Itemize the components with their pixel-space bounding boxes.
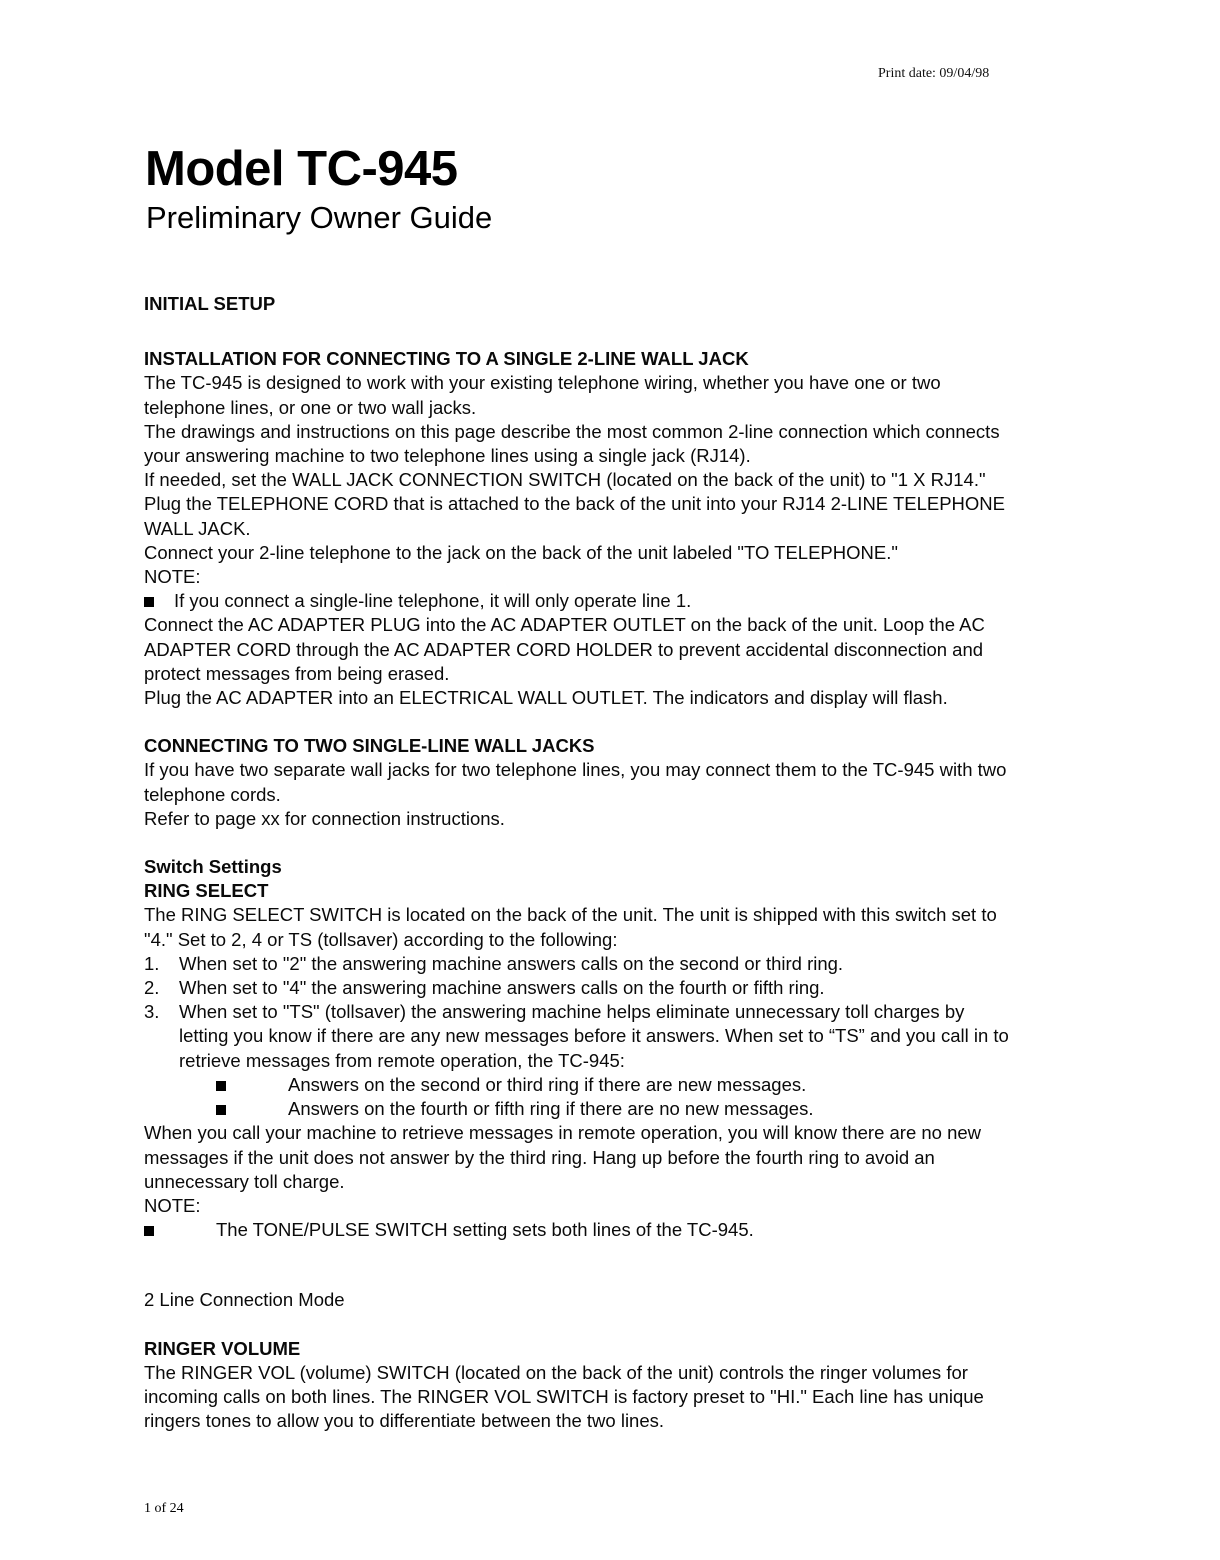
paragraph-line: The RING SELECT SWITCH is located on the back of the unit. The unit is shipped with this switch set to — [144, 904, 997, 926]
square-bullet-icon — [144, 597, 154, 607]
sub-bullet — [144, 1073, 1084, 1097]
document-body — [144, 292, 1084, 1433]
paragraph-line: Connect the AC ADAPTER PLUG into the AC ADAPTER OUTLET on the back of the unit. Loop the AC — [144, 614, 985, 636]
numbered-item — [144, 976, 1084, 1000]
note-bullet-text: If you connect a single-line telephone, it will only operate line 1. — [174, 590, 692, 612]
ring-select-heading: RING SELECT — [144, 880, 269, 902]
square-bullet-icon — [144, 1226, 154, 1236]
item-text-line: When set to "TS" (tollsaver) the answering machine helps eliminate unnecessary toll charges by — [179, 1001, 965, 1023]
note-bullet — [144, 589, 1084, 613]
sub-bullet — [144, 1097, 1084, 1121]
paragraph-line: unnecessary toll charge. — [144, 1170, 345, 1192]
paragraph-line: If needed, set the WALL JACK CONNECTION SWITCH (located on the back of the unit) to "1 X RJ14." — [144, 469, 986, 491]
paragraph-line: The RINGER VOL (volume) SWITCH (located on the back of the unit) controls the ringer volumes for — [144, 1361, 968, 1383]
paragraph-line: ringers tones to allow you to differentiate between the two lines. — [144, 1410, 665, 1432]
paragraph-line: When you call your machine to retrieve messages in remote operation, you will know there are no new — [144, 1122, 982, 1144]
paragraph-line: ADAPTER CORD through the AC ADAPTER CORD HOLDER to prevent accidental disconnection and — [144, 638, 984, 660]
paragraph-line: The TC-945 is designed to work with your existing telephone wiring, whether you have one or two — [144, 372, 941, 394]
paragraph-line: your answering machine to two telephone lines using a single jack (RJ14). — [144, 445, 751, 467]
note-label: NOTE: — [144, 1194, 201, 1216]
numbered-item — [144, 952, 1084, 976]
note-label: NOTE: — [144, 566, 201, 588]
paragraph-line: Plug the AC ADAPTER into an ELECTRICAL WALL OUTLET. The indicators and display will flash. — [144, 687, 948, 709]
item-number: 3. — [144, 1001, 160, 1023]
paragraph-line: protect messages from being erased. — [144, 662, 450, 684]
paragraph-line: Refer to page xx for connection instructions. — [144, 807, 505, 829]
numbered-item — [144, 1000, 1084, 1073]
paragraph-line: "4." Set to 2, 4 or TS (tollsaver) according to the following: — [144, 928, 618, 950]
item-number: 2. — [144, 977, 160, 999]
document-title: Model TC-945 — [145, 142, 458, 196]
note-bullet — [144, 1218, 1084, 1242]
sub-bullet-text: Answers on the fourth or fifth ring if there are no new messages. — [288, 1098, 814, 1120]
sub-bullet-text: Answers on the second or third ring if there are new messages. — [288, 1073, 807, 1095]
document-subtitle: Preliminary Owner Guide — [146, 200, 493, 235]
two-jacks-heading: CONNECTING TO TWO SINGLE-LINE WALL JACKS — [144, 735, 595, 757]
note-bullet-text: The TONE/PULSE SWITCH setting sets both lines of the TC-945. — [216, 1219, 754, 1241]
connection-mode-label: 2 Line Connection Mode — [144, 1289, 345, 1311]
item-number: 1. — [144, 952, 160, 974]
item-text: When set to "2" the answering machine answers calls on the second or third ring. — [179, 952, 844, 974]
paragraph-line: Connect your 2-line telephone to the jack on the back of the unit labeled "TO TELEPHONE." — [144, 541, 898, 563]
square-bullet-icon — [216, 1105, 226, 1115]
paragraph-line: telephone cords. — [144, 783, 281, 805]
paragraph-line: The drawings and instructions on this page describe the most common 2-line connection which connects — [144, 420, 1000, 442]
initial-setup-heading: INITIAL SETUP — [144, 293, 276, 314]
print-date: Print date: 09/04/98 — [878, 66, 990, 81]
square-bullet-icon — [216, 1081, 226, 1091]
item-text-line: retrieve messages from remote operation, the TC-945: — [179, 1049, 625, 1071]
paragraph-line: Plug the TELEPHONE CORD that is attached to the back of the unit into your RJ14 2-LINE TELEPHONE — [144, 493, 1006, 515]
item-text: When set to "4" the answering machine answers calls on the fourth or fifth ring. — [179, 977, 825, 999]
ringer-volume-heading: RINGER VOLUME — [144, 1337, 301, 1359]
paragraph-line: incoming calls on both lines. The RINGER VOL SWITCH is factory preset to "HI." Each line has unique — [144, 1385, 984, 1407]
item-text-block — [179, 1000, 1009, 1073]
installation-heading: INSTALLATION FOR CONNECTING TO A SINGLE 2-LINE WALL JACK — [144, 348, 749, 370]
page-number: 1 of 24 — [144, 1501, 184, 1516]
paragraph-line: telephone lines, or one or two wall jacks. — [144, 396, 477, 418]
switch-settings-heading: Switch Settings — [144, 856, 282, 878]
paragraph-line: WALL JACK. — [144, 517, 251, 539]
paragraph-line: messages if the unit does not answer by the third ring. Hang up before the fourth ring to avoid an — [144, 1146, 935, 1168]
paragraph-line: If you have two separate wall jacks for two telephone lines, you may connect them to the TC-945 with two — [144, 759, 1007, 781]
item-text-line: letting you know if there are any new messages before it answers. When set to “TS” and you call in to — [179, 1025, 1009, 1047]
